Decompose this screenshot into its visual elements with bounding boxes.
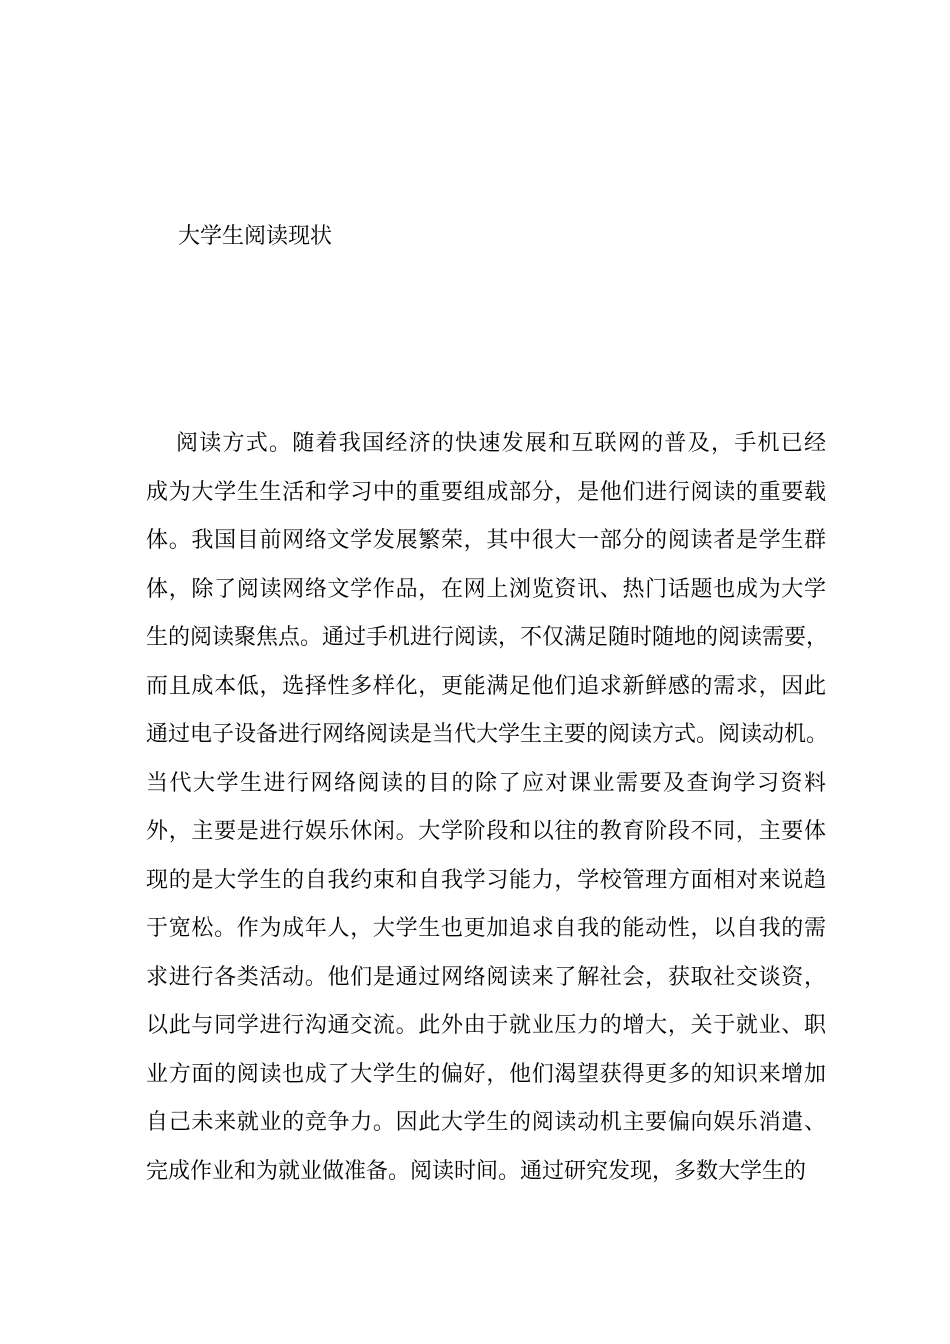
paragraph-line: 于宽松。作为成年人，大学生也更加追求自我的能动性，以自我的需: [146, 916, 826, 941]
paragraph-line: 成为大学生生活和学习中的重要组成部分，是他们进行阅读的重要载: [146, 479, 826, 505]
paragraph-line: 完成作业和为就业做准备。阅读时间。通过研究发现，多数大学生的: [146, 1158, 807, 1184]
paragraph-line: 通过电子设备进行网络阅读是当代大学生主要的阅读方式。阅读动机。: [146, 722, 829, 747]
paragraph-line: 外，主要是进行娱乐休闲。大学阶段和以往的教育阶段不同，主要体: [146, 819, 826, 844]
paragraph-line: 业方面的阅读也成了大学生的偏好，他们渴望获得更多的知识来增加: [146, 1061, 826, 1087]
body-paragraph: [146, 420, 829, 1196]
paragraph-line: 以此与同学进行沟通交流。此外由于就业压力的增大，关于就业、职: [146, 1013, 826, 1038]
page-title: 大学生阅读现状: [178, 224, 333, 249]
paragraph-line: 体。我国目前网络文学发展繁荣，其中很大一部分的阅读者是学生群: [146, 528, 826, 553]
paragraph-line: 阅读方式。随着我国经济的快速发展和互联网的普及，手机已经: [176, 431, 826, 456]
paragraph-line: 现的是大学生的自我约束和自我学习能力，学校管理方面相对来说趋: [146, 867, 826, 893]
paragraph-line: 生的阅读聚焦点。通过手机进行阅读，不仅满足随时随地的阅读需要，: [146, 625, 829, 650]
paragraph-line: 求进行各类活动。他们是通过网络阅读来了解社会，获取社交谈资，: [146, 964, 826, 990]
paragraph-line: 当代大学生进行网络阅读的目的除了应对课业需要及查询学习资料: [146, 770, 826, 796]
paragraph-line: 自己未来就业的竞争力。因此大学生的阅读动机主要偏向娱乐消遣、: [146, 1110, 826, 1135]
paragraph-line: 体，除了阅读网络文学作品，在网上浏览资讯、热门话题也成为大学: [146, 576, 826, 602]
paragraph-line: 而且成本低，选择性多样化，更能满足他们追求新鲜感的需求，因此: [146, 673, 826, 699]
